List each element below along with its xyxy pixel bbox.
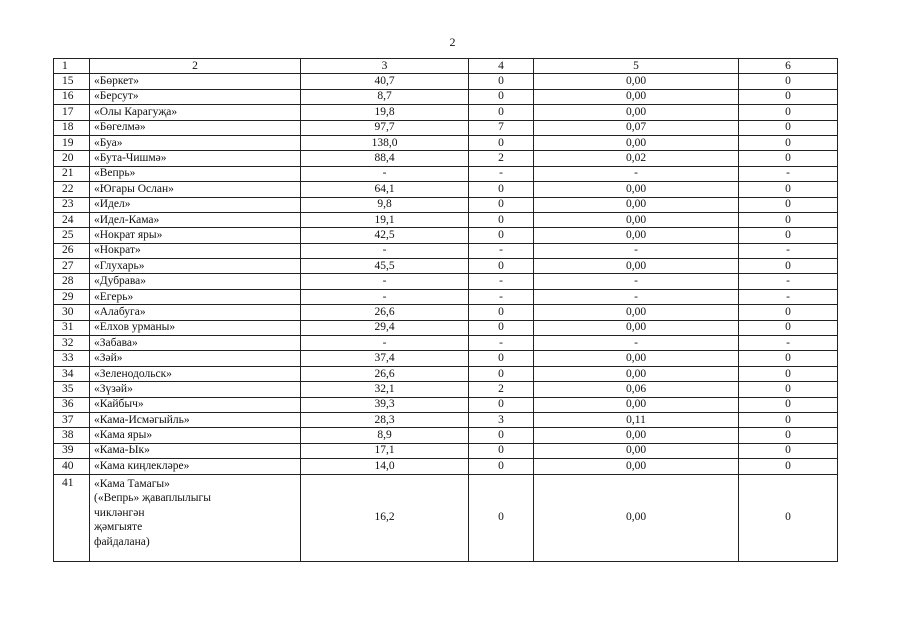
table-cell-col-6: 0 [739,182,838,197]
table-cell-col-3: 40,7 [301,74,469,89]
table-cell-col-6: - [739,243,838,258]
table-cell-col-2: «Идел» [90,197,301,212]
table-row [54,89,838,104]
table-cell-col-1: 19 [54,135,90,150]
table-cell-col-5: 0,07 [534,120,739,135]
table-cell-col-6: 0 [739,212,838,227]
table-cell-col-4: 0 [469,351,534,366]
table-cell-col-4: 0 [469,228,534,243]
table-cell-col-1: 35 [54,382,90,397]
table-cell-col-6: 0 [739,397,838,412]
table-cell-col-3: 138,0 [301,135,469,150]
table-cell-col-4: 3 [469,412,534,427]
table-cell-col-5: - [534,166,739,181]
table-cell-col-6: 0 [739,105,838,120]
table-cell-col-1: 34 [54,366,90,381]
table-cell-col-3: - [301,243,469,258]
table-cell-col-6: 0 [739,259,838,274]
table-cell-col-3: 26,6 [301,305,469,320]
table-cell-col-6: 0 [739,151,838,166]
table-row [54,197,838,212]
table-cell-col-6: 0 [739,305,838,320]
table-cell-col-2: «Кама-Ык» [90,443,301,458]
table-cell-col-5: 0,00 [534,366,739,381]
table-cell-col-1: 39 [54,443,90,458]
table-cell-col-4: 0 [469,74,534,89]
table-cell-col-2: «Берсут» [90,89,301,104]
table-cell-col-4: 7 [469,120,534,135]
table-cell-col-3: 29,4 [301,320,469,335]
table-cell-col-5: 0,00 [534,74,739,89]
table-row [54,166,838,181]
table-row [54,135,838,150]
table-cell-col-3: 45,5 [301,259,469,274]
table-cell-col-6: 0 [739,459,838,474]
table-row [54,428,838,443]
table-cell-col-1: 37 [54,412,90,427]
table-cell-col-3: 8,9 [301,428,469,443]
table-row [54,243,838,258]
table-cell-col-6: - [739,166,838,181]
table-row [54,320,838,335]
table-cell-col-2 [90,474,301,561]
table-cell-col-6: 0 [739,366,838,381]
table-cell-col-1: 23 [54,197,90,212]
table-cell-col-1: 30 [54,305,90,320]
table-cell-col-2: «Зеленодольск» [90,366,301,381]
table-cell-col-3: 26,6 [301,366,469,381]
table-cell-col-2: «Идел-Кама» [90,212,301,227]
table-cell-col-4: 0 [469,443,534,458]
table-cell-col-2: «Зүзәй» [90,382,301,397]
table-cell-col-5: 0,00 [534,305,739,320]
table-row [54,259,838,274]
table-cell-col-6: 0 [739,474,838,561]
table-cell-col-3: - [301,274,469,289]
table-cell-col-5: 0,00 [534,212,739,227]
table-cell-col-1: 20 [54,151,90,166]
table-cell-col-4: - [469,243,534,258]
table-cell-col-6: 0 [739,135,838,150]
table-cell-col-3: - [301,166,469,181]
table-cell-col-6: 0 [739,320,838,335]
table-cell-col-3: 97,7 [301,120,469,135]
table-cell-col-3: - [301,336,469,351]
table-cell-col-5: 0,00 [534,459,739,474]
table-cell-col-1: 22 [54,182,90,197]
table-cell-col-2: «Бөгелмә» [90,120,301,135]
table-cell-col-5: 0,11 [534,412,739,427]
name-line: файдалана) [94,535,150,548]
table-cell-col-1: 17 [54,105,90,120]
table-row [54,382,838,397]
table-cell-col-5: 0,00 [534,228,739,243]
table-cell-col-1: 28 [54,274,90,289]
table-cell-col-1: 18 [54,120,90,135]
table-cell-col-6: 0 [739,351,838,366]
table-cell-col-4: - [469,274,534,289]
table-cell-col-6: 0 [739,428,838,443]
table-cell-col-2: «Забава» [90,336,301,351]
table-cell-col-3: 88,4 [301,151,469,166]
name-line: чикләнгән [94,506,145,519]
table-row [54,212,838,227]
table-cell-col-2: «Бөркет» [90,74,301,89]
table-cell-col-4: 0 [469,474,534,561]
table-cell-col-3: 64,1 [301,182,469,197]
table-cell-col-5: 0,06 [534,382,739,397]
name-line: «Кама Тамагы» [94,477,170,490]
table-cell-col-6: 0 [739,89,838,104]
table-cell-col-2: «Кама яры» [90,428,301,443]
table-cell-col-5: 0,00 [534,105,739,120]
table-cell-col-2: «Кайбыч» [90,397,301,412]
table-cell-col-4: 2 [469,382,534,397]
table-cell-col-3: 14,0 [301,459,469,474]
table-cell-col-1: 41 [54,474,90,561]
table-row [54,366,838,381]
table-cell-col-3: 16,2 [301,474,469,561]
table-cell-col-4: 0 [469,305,534,320]
table-cell-col-4: - [469,336,534,351]
table-cell-col-4: 0 [469,105,534,120]
name-line: («Вепрь» җаваплылыгы [94,492,211,505]
table-cell-col-2: «Буа» [90,135,301,150]
table-cell-col-5: 0,00 [534,397,739,412]
table-cell-col-6: - [739,289,838,304]
table-cell-col-4: - [469,289,534,304]
table-cell-col-6: 0 [739,443,838,458]
table-row [54,228,838,243]
table-cell-col-1: 40 [54,459,90,474]
table-cell-col-4: 0 [469,89,534,104]
table-cell-col-5: 0,00 [534,428,739,443]
header-cell-3: 3 [301,59,469,74]
table-cell-col-3: 28,3 [301,412,469,427]
table-cell-col-1: 27 [54,259,90,274]
table-cell-col-5: 0,00 [534,182,739,197]
table-row-last [54,474,838,561]
page-number: 2 [449,35,456,49]
table-row [54,397,838,412]
table-cell-col-2: «Глухарь» [90,259,301,274]
table-cell-col-3: 39,3 [301,397,469,412]
table-cell-col-4: 0 [469,459,534,474]
table-cell-col-2: «Кама-Исмәгыйль» [90,412,301,427]
header-cell-4: 4 [469,59,534,74]
header-cell-1: 1 [54,59,90,74]
table-cell-col-6: 0 [739,412,838,427]
table-cell-col-2: «Дубрава» [90,274,301,289]
table-cell-col-2: «Елхов урманы» [90,320,301,335]
table-cell-col-4: 0 [469,212,534,227]
table-cell-col-1: 25 [54,228,90,243]
table-cell-col-5: 0,00 [534,259,739,274]
table-cell-col-5: 0,00 [534,320,739,335]
table-cell-col-6: - [739,336,838,351]
table-cell-col-5: 0,00 [534,197,739,212]
table-cell-col-3: - [301,289,469,304]
table-row [54,120,838,135]
table-row [54,305,838,320]
header-cell-5: 5 [534,59,739,74]
table-cell-col-2: «Зәй» [90,351,301,366]
table-cell-col-3: 19,1 [301,212,469,227]
table-cell-col-2: «Алабуга» [90,305,301,320]
table-cell-col-4: 0 [469,320,534,335]
table-cell-col-4: 0 [469,259,534,274]
table-cell-col-1: 36 [54,397,90,412]
table-cell-col-5: 0,00 [534,443,739,458]
table-cell-col-6: 0 [739,120,838,135]
table-cell-col-4: 0 [469,135,534,150]
table-cell-col-3: 9,8 [301,197,469,212]
table-row [54,105,838,120]
table-cell-col-1: 26 [54,243,90,258]
table-cell-col-6: - [739,274,838,289]
table-cell-col-1: 32 [54,336,90,351]
table-row [54,336,838,351]
table-cell-col-3: 19,8 [301,105,469,120]
table-cell-col-4: 0 [469,182,534,197]
table-cell-col-2: «Вепрь» [90,166,301,181]
table-cell-col-6: 0 [739,197,838,212]
table-cell-col-2: «Бута-Чишмә» [90,151,301,166]
table-row [54,182,838,197]
table-cell-col-1: 21 [54,166,90,181]
table-row [54,289,838,304]
table-row [54,412,838,427]
table-cell-col-5: 0,00 [534,89,739,104]
table-cell-col-1: 16 [54,89,90,104]
table-cell-col-5: 0,00 [534,135,739,150]
table-cell-col-4: 0 [469,366,534,381]
table-cell-col-2: «Олы Карагуҗа» [90,105,301,120]
table-cell-col-5: - [534,289,739,304]
name-line: җәмгыяте [94,521,143,534]
table-cell-col-2: «Нократ яры» [90,228,301,243]
table-cell-col-3: 32,1 [301,382,469,397]
table-cell-col-2: «Югары Ослан» [90,182,301,197]
table-cell-col-4: 0 [469,428,534,443]
table-cell-col-6: 0 [739,74,838,89]
table-cell-col-1: 38 [54,428,90,443]
table-cell-col-1: 31 [54,320,90,335]
table-cell-col-5: 0,02 [534,151,739,166]
table-cell-col-4: - [469,166,534,181]
table-cell-col-4: 2 [469,151,534,166]
table-row [54,151,838,166]
table-cell-col-3: 8,7 [301,89,469,104]
header-row [54,59,838,74]
table-cell-col-2: «Егерь» [90,289,301,304]
table-cell-col-5: 0,00 [534,474,739,561]
table-cell-col-1: 24 [54,212,90,227]
data-table [53,58,838,562]
table-cell-col-5: - [534,336,739,351]
table-cell-col-3: 42,5 [301,228,469,243]
table-cell-col-2: «Кама киңлекләре» [90,459,301,474]
table-row [54,351,838,366]
table-cell-col-2: «Нократ» [90,243,301,258]
table-cell-col-4: 0 [469,197,534,212]
table-cell-col-3: 37,4 [301,351,469,366]
table-row [54,459,838,474]
table-row [54,443,838,458]
table-cell-col-5: - [534,274,739,289]
table-cell-col-5: - [534,243,739,258]
table-cell-col-4: 0 [469,397,534,412]
table-cell-col-3: 17,1 [301,443,469,458]
table-row [54,274,838,289]
table-cell-col-1: 29 [54,289,90,304]
table-cell-col-6: 0 [739,228,838,243]
table-cell-col-6: 0 [739,382,838,397]
header-cell-6: 6 [739,59,838,74]
table-cell-col-1: 33 [54,351,90,366]
table-cell-col-1: 15 [54,74,90,89]
table-cell-col-5: 0,00 [534,351,739,366]
table-row [54,74,838,89]
header-cell-2: 2 [90,59,301,74]
